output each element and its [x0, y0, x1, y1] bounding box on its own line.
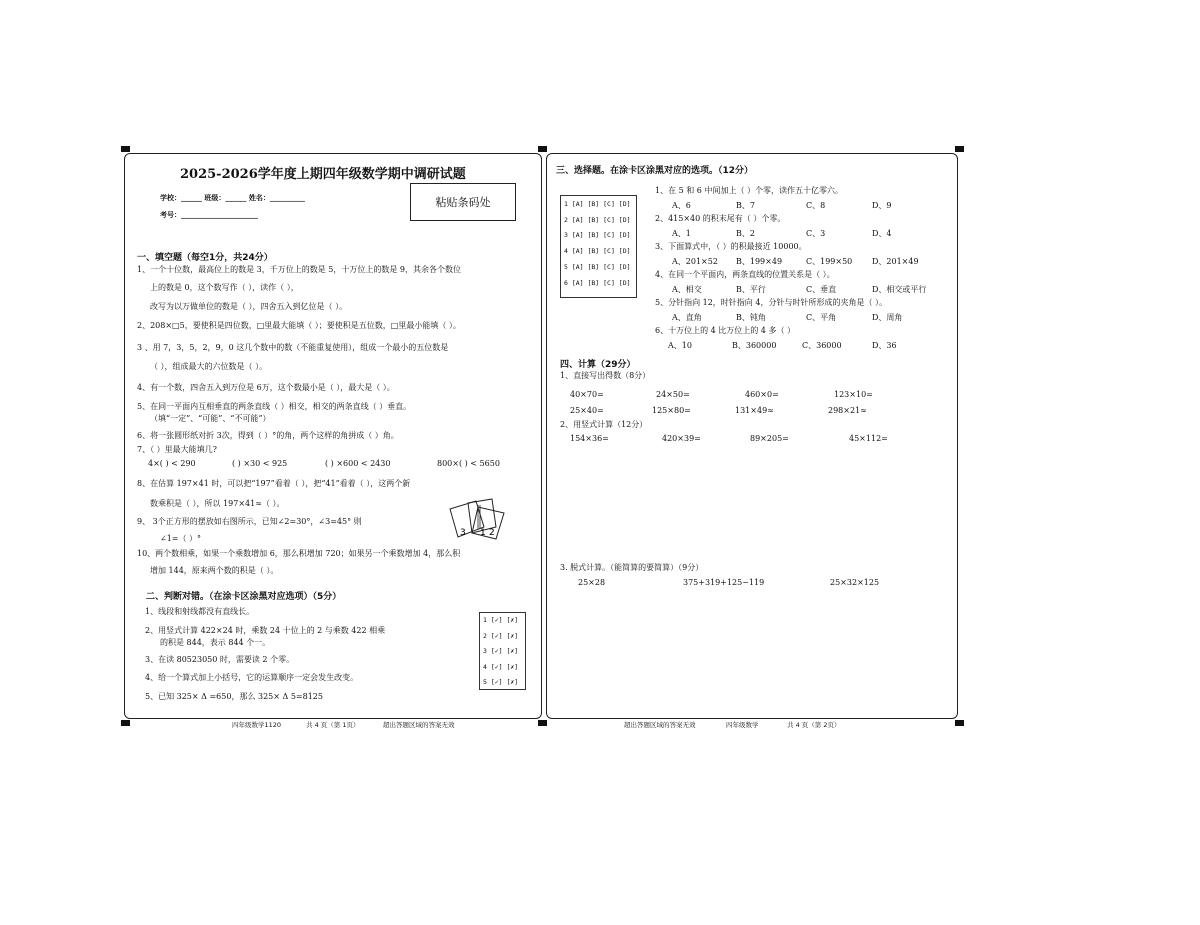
calc-item: 460×0= — [745, 390, 779, 399]
section-4-title: 四、计算（29分） — [560, 360, 636, 370]
judge-2-line2: 的积是 844，表示 844 个一。 — [160, 638, 271, 647]
registration-mark — [121, 720, 130, 726]
question-5: 5、在同一平面内互相垂直的两条直线（ ）相交，相交的两条直线（ ）垂直。 — [137, 402, 412, 411]
calc-item: 24×50= — [656, 390, 690, 399]
choice-option: A、直角 — [672, 313, 702, 322]
judge-answer-card — [479, 612, 526, 690]
barcode-box — [410, 183, 516, 221]
choice-option: B、2 — [736, 229, 755, 238]
calc-item: 123×10= — [834, 390, 873, 399]
question-8: 8、在估算 197×41 时，可以把“197”看着（ ），把“41”看着（ ），这两个新 — [137, 479, 411, 488]
choice-option: B、平行 — [736, 285, 766, 294]
answer-card-row[interactable]: 2 [✓] [✗] — [483, 631, 519, 640]
calc-part-3-title: 3. 脱式计算。（能简算的要简算）（9分） — [560, 563, 704, 572]
choice-option: A、10 — [668, 341, 692, 350]
judge-5: 5、已知 325× Δ =650，那么 325× Δ 5=8125 — [145, 692, 323, 701]
registration-mark — [955, 720, 964, 726]
choice-option: C、36000 — [802, 341, 842, 350]
answer-card-row[interactable]: 4 [✓] [✗] — [483, 662, 519, 671]
registration-mark — [121, 146, 130, 152]
choice-2: 2、415×40 的积末尾有（ ）个零。 — [655, 214, 786, 223]
answer-card-row[interactable]: 5 [A] [B] [C] [D] — [564, 262, 631, 271]
choice-option: D、201×49 — [872, 257, 919, 266]
choice-option: D、9 — [872, 201, 892, 210]
figure-label: 2 — [489, 528, 495, 538]
choice-1: 1、在 5 和 6 中间加上（ ）个零，读作五十亿零六。 — [655, 186, 843, 195]
choice-option: B、199×49 — [736, 257, 783, 266]
student-info-line: 学校：______ 班级：______ 姓名：__________ — [160, 194, 305, 202]
choice-option: C、199×50 — [806, 257, 853, 266]
footer-note: 超出答题区域的答案无效 — [383, 721, 455, 729]
choice-option: A、相交 — [672, 285, 702, 294]
question-1-line3: 改写为以万做单位的数是（ ），四舍五入到亿位是（ ）。 — [150, 302, 348, 311]
choice-option: B、7 — [736, 201, 755, 210]
calc-item: 25×40= — [570, 406, 604, 415]
figure-label: 3 — [460, 528, 466, 538]
choice-option: B、360000 — [732, 341, 777, 350]
choice-4: 4、在同一个平面内，两条直线的位置关系是（ ）。 — [655, 270, 835, 279]
question-9-line2: ∠1=（ ）° — [160, 534, 202, 543]
calc-item: 25×32×125 — [830, 578, 880, 587]
registration-mark — [538, 720, 547, 726]
choice-option: C、平角 — [806, 313, 837, 322]
question-4: 4、有一个数，四舍五入到万位是 6万，这个数最小是（ ），最大是（ ）。 — [137, 383, 395, 392]
choice-option: D、36 — [872, 341, 897, 350]
section-1-title: 一、填空题（每空1分，共24分） — [137, 253, 273, 263]
calc-item: 298×21≈ — [828, 406, 867, 415]
calc-item: 131×49≈ — [735, 406, 774, 415]
calc-item: 45×112= — [849, 434, 888, 443]
judge-2: 2、用竖式计算 422×24 时，乘数 24 十位上的 2 与乘数 422 相乘 — [145, 626, 386, 635]
choice-option: C、3 — [806, 229, 826, 238]
calc-item: 125×80= — [652, 406, 691, 415]
calc-item: 375+319+125−119 — [683, 578, 765, 587]
choice-option: A、6 — [672, 201, 691, 210]
barcode-label: 粘贴条码处 — [435, 196, 491, 209]
question-6: 6、将一张圆形纸对折 3次，得到（ ）°的角，两个这样的角拼成（ ）角。 — [137, 431, 399, 440]
answer-card-row[interactable]: 2 [A] [B] [C] [D] — [564, 215, 631, 224]
question-7-item: ( ) ×600 < 2430 — [325, 459, 391, 468]
answer-card-row[interactable]: 6 [A] [B] [C] [D] — [564, 278, 631, 287]
question-3: 3 、用 7，3，5，2，9，0 这几个数中的数（不能重复使用），组成一个最小的五位数是 — [137, 343, 449, 352]
question-7-item: 4×( ) < 290 — [148, 459, 196, 468]
calc-item: 89×205= — [750, 434, 789, 443]
question-9: 9、 3个正方形的摆放如右图所示，已知∠2=30°，∠3=45° 则 — [137, 517, 362, 526]
calc-item: 40×70= — [570, 390, 604, 399]
question-7-item: ( ) ×30 < 925 — [232, 459, 288, 468]
answer-card-row[interactable]: 1 [✓] [✗] — [483, 616, 519, 624]
question-8-line2: 数乘积是（ ），所以 197×41≈（ ）。 — [150, 499, 285, 508]
answer-card-row[interactable]: 3 [A] [B] [C] [D] — [564, 231, 631, 240]
footer-page: 共 4 页（第 2页） — [787, 721, 841, 729]
figure-label: 1 — [480, 528, 486, 538]
judge-1: 1、线段和射线都没有直线长。 — [145, 607, 255, 616]
question-1-line2: 上的数是 0，这个数写作（ ），读作（ ）， — [150, 283, 299, 292]
question-7-item: 800×( ) < 5650 — [437, 459, 500, 468]
judge-3: 3、在读 80523050 时，需要读 2 个零。 — [145, 655, 295, 664]
choice-6: 6、十万位上的 4 比万位上的 4 多（ ） — [655, 326, 795, 335]
registration-mark — [955, 146, 964, 152]
answer-card-row[interactable]: 1 [A] [B] [C] [D] — [564, 200, 631, 208]
section-3-title: 三、选择题。在涂卡区涂黑对应的选项。（12分） — [556, 166, 754, 176]
question-7: 7、（ ）里最大能填几? — [137, 445, 217, 454]
question-10-line2: 增加 144，原来两个数的积是（ ）。 — [150, 566, 279, 575]
registration-mark — [538, 146, 547, 152]
choice-option: A、201×52 — [672, 257, 718, 266]
choice-option: D、4 — [872, 229, 892, 238]
squares-figure — [446, 497, 508, 541]
calc-item: 154×36= — [570, 434, 609, 443]
choice-option: D、相交或平行 — [872, 285, 927, 294]
calc-item: 25×28 — [578, 578, 606, 587]
question-2: 2、208×□5，要使积是四位数，□里最大能填（ ）；要使积是五位数，□里最小能填（ ）。 — [137, 321, 461, 330]
judge-4: 4、给一个算式加上小括号，它的运算顺序一定会发生改变。 — [145, 673, 359, 682]
answer-card-row[interactable]: 3 [✓] [✗] — [483, 647, 519, 656]
answer-card-row[interactable]: 4 [A] [B] [C] [D] — [564, 247, 631, 256]
question-3-line2: （ ），组成最大的六位数是（ ）。 — [150, 362, 268, 371]
footer-subject: 四年级数学 — [726, 721, 759, 729]
choice-option: C、8 — [806, 201, 826, 210]
exam-title: 2025-2026学年度上期四年级数学期中调研试题 — [180, 167, 466, 182]
exam-number-line: 考号：______________________ — [160, 211, 258, 219]
footer-subject: 四年级数学1120 — [232, 721, 282, 729]
answer-card-row[interactable]: 5 [✓] [✗] — [483, 678, 519, 687]
choice-option: B、钝角 — [736, 313, 766, 322]
choice-5: 5、分针指向 12，时针指向 4，分针与时针所形成的夹角是（ ）。 — [655, 298, 887, 307]
choice-3: 3、下面算式中，（ ）的积最接近 10000。 — [655, 242, 807, 251]
choice-option: C、垂直 — [806, 285, 837, 294]
calc-part-1-title: 1、直接写出得数（8分） — [560, 371, 651, 380]
section-2-title: 二、判断对错。（在涂卡区涂黑对应选项）（5分） — [146, 592, 342, 602]
footer-page: 共 4 页（第 1页） — [306, 721, 360, 729]
calc-part-2-title: 2、用竖式计算（12分） — [560, 420, 648, 429]
footer-note: 超出答题区域的答案无效 — [624, 721, 696, 729]
calc-item: 420×39= — [662, 434, 701, 443]
question-5-hint: （填“一定”、“可能”、“不可能”） — [150, 414, 271, 423]
question-1: 1、一个十位数，最高位上的数是 3，千万位上的数是 5，十万位上的数是 9，其余各个数位 — [137, 265, 461, 274]
choice-option: D、周角 — [872, 313, 903, 322]
choice-option: A、1 — [672, 229, 691, 238]
question-10: 10、两个数相乘，如果一个乘数增加 6，那么积增加 720；如果另一个乘数增加 4，那么积 — [137, 549, 461, 558]
choice-answer-card — [560, 195, 637, 298]
